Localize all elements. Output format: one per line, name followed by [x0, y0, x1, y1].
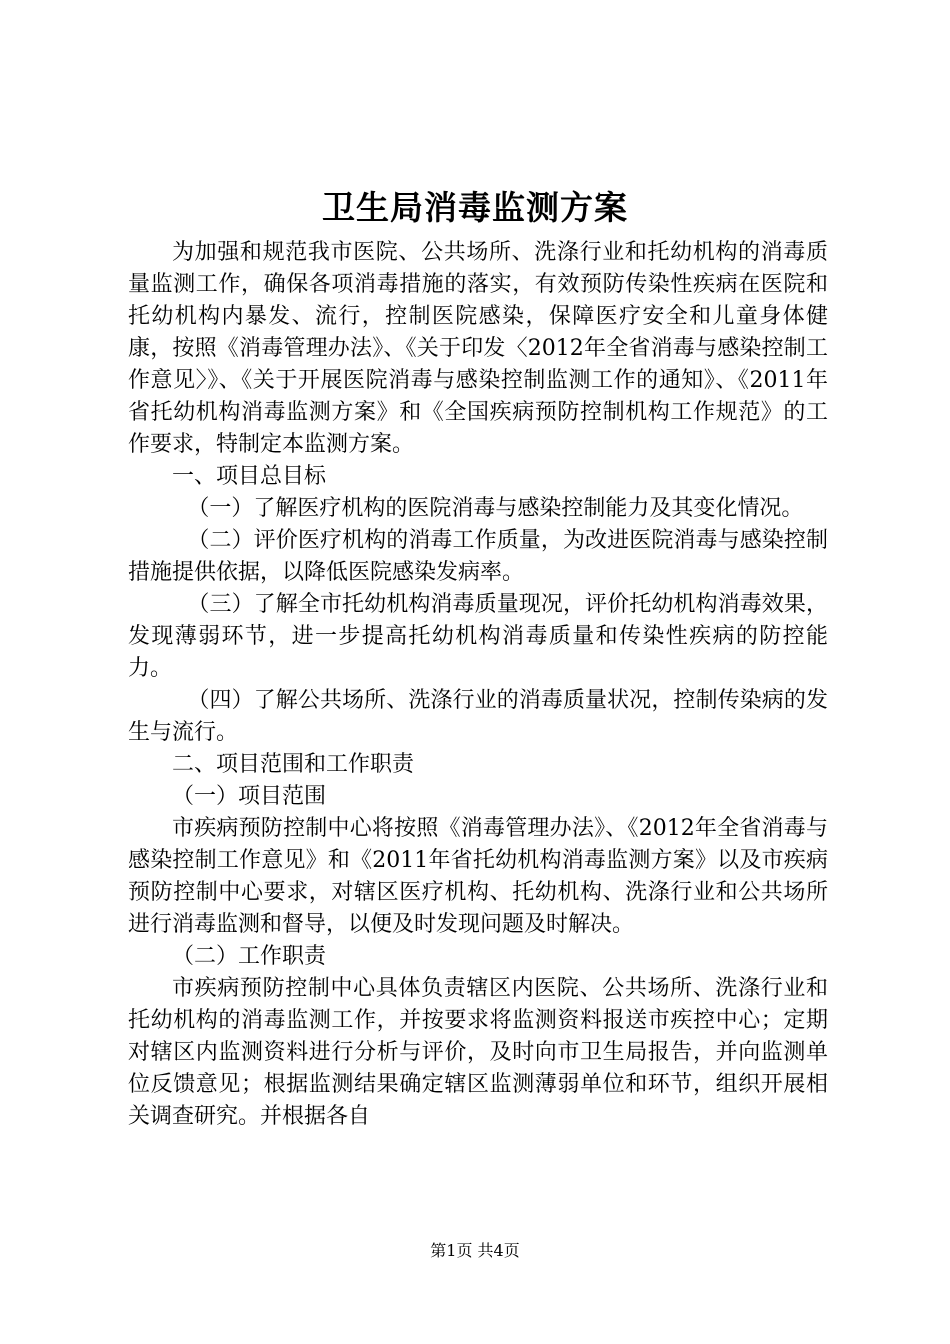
document-body	[128, 237, 828, 1133]
goal-item-3: （三）了解全市托幼机构消毒质量现况，评价托幼机构消毒效果，发现薄弱环节，进一步提高托幼机构消毒质量和传染性疾病的防控能力。	[128, 592, 828, 681]
document-title: 卫生局消毒监测方案	[322, 188, 628, 227]
intro-paragraph: 为加强和规范我市医院、公共场所、洗涤行业和托幼机构的消毒质量监测工作，确保各项消毒措施的落实，有效预防传染性疾病在医院和托幼机构内暴发、流行，控制医院感染，保障医疗安全和儿童身体健康，按照《消毒管理办法》、《关于印发〈2012年全省消毒与感染控制工作意见〉》、《关于开展医院消毒与感染控制监测工作的通知》、《2011年省托幼机构消毒监测方案》和《全国疾病预防控制机构工作规范》的工作要求，特制定本监测方案。	[128, 240, 828, 457]
subsection-heading-2: （二）工作职责	[172, 944, 327, 969]
subsection-heading-1: （一）项目范围	[172, 784, 327, 809]
goal-item-2: （二）评价医疗机构的消毒工作质量，为改进医院消毒与感染控制措施提供依据，以降低医院感染发病率。	[128, 528, 828, 585]
subsection-text-1: 市疾病预防控制中心将按照《消毒管理办法》、《2012年全省消毒与感染控制工作意见》和《2011年省托幼机构消毒监测方案》以及市疾病预防控制中心要求，对辖区医疗机构、托幼机构、洗涤行业和公共场所进行消毒监测和督导，以便及时发现问题及时解决。	[128, 816, 828, 937]
page-footer: 第1页 共4页	[430, 1241, 520, 1260]
section-heading-1: 一、项目总目标	[172, 464, 327, 489]
goal-item-1: （一）了解医疗机构的医院消毒与感染控制能力及其变化情况。	[187, 496, 804, 521]
section-heading-2: 二、项目范围和工作职责	[172, 752, 415, 777]
subsection-text-2: 市疾病预防控制中心具体负责辖区内医院、公共场所、洗涤行业和托幼机构的消毒监测工作，并按要求将监测资料报送市疾控中心；定期对辖区内监测资料进行分析与评价，及时向市卫生局报告，并向监测单位反馈意见；根据监测结果确定辖区监测薄弱单位和环节，组织开展相关调查研究。并根据各自	[128, 976, 828, 1129]
goal-item-4: （四）了解公共场所、洗涤行业的消毒质量状况，控制传染病的发生与流行。	[128, 688, 828, 745]
